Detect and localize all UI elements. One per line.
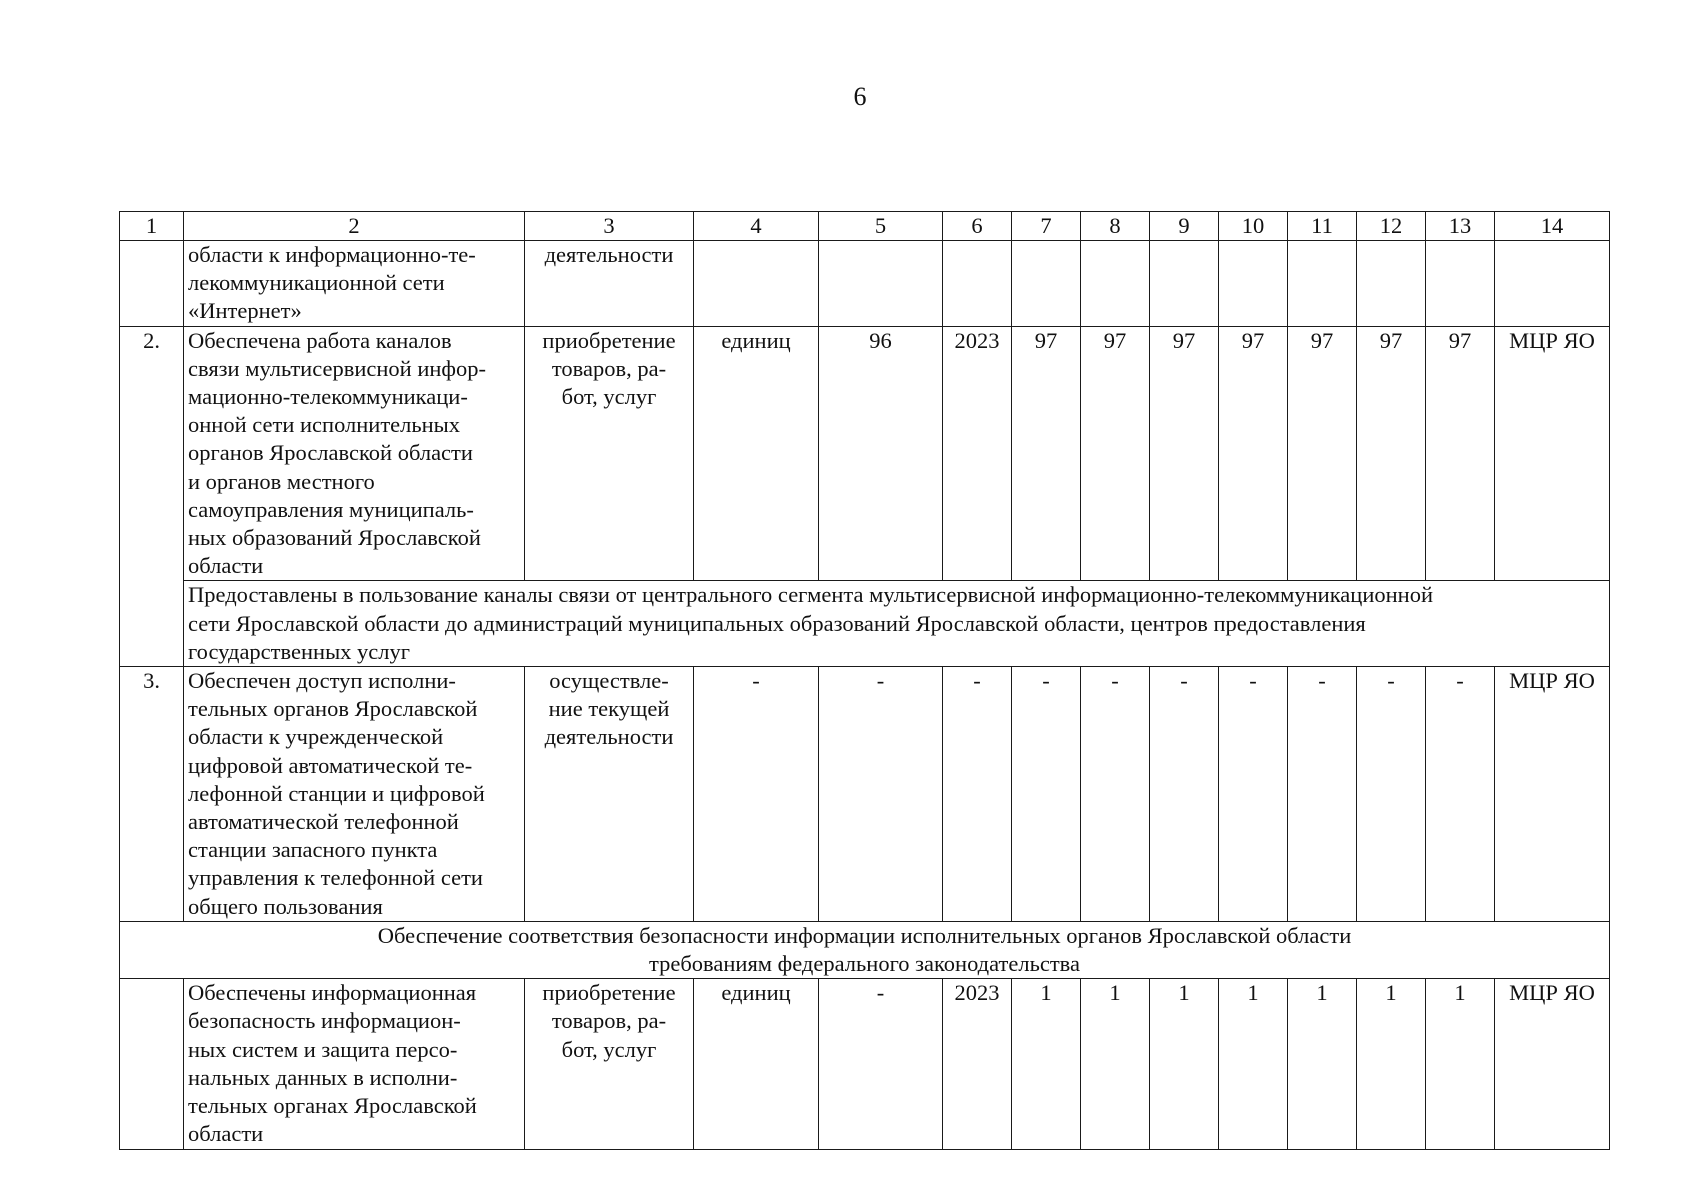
- activity-type: приобретение товаров, ра- бот, услуг: [525, 979, 694, 1149]
- value-cell: [1219, 241, 1288, 327]
- value-cell: 97: [1081, 326, 1150, 581]
- row-number: 2.: [120, 326, 184, 666]
- value-cell: 1: [1426, 979, 1495, 1149]
- column-header: 10: [1219, 212, 1288, 241]
- value-cell: 97: [1012, 326, 1081, 581]
- value-cell: 2023: [943, 979, 1012, 1149]
- column-header: 5: [819, 212, 943, 241]
- value-cell: -: [943, 667, 1012, 922]
- value-cell: 97: [1426, 326, 1495, 581]
- section-title: Обеспечение соответствия безопасности информации исполнительных органов Ярославской области требованиям федерального законодательства: [120, 921, 1610, 978]
- result-description: Обеспечена работа каналов связи мультисервисной инфор- мационно-телекоммуникаци- онной сети исполнительных органов Ярославской области и органов местного самоуправления муниципаль- ных образований Ярославской области: [184, 326, 525, 581]
- unit-cell: -: [694, 667, 819, 922]
- responsible-cell: МЦР ЯО: [1495, 979, 1610, 1149]
- note-row: [120, 581, 1610, 667]
- value-cell: 97: [1219, 326, 1288, 581]
- page-number: 6: [853, 82, 867, 111]
- activity-type: деятельности: [525, 241, 694, 327]
- value-cell: 97: [1150, 326, 1219, 581]
- activity-type: осуществле- ние текущей деятельности: [525, 667, 694, 922]
- column-header: 13: [1426, 212, 1495, 241]
- column-header: 7: [1012, 212, 1081, 241]
- result-description: области к информационно-те- лекоммуникационной сети «Интернет»: [184, 241, 525, 327]
- table-row: [120, 979, 1610, 1149]
- result-description: Обеспечены информационная безопасность информацион- ных систем и защита персо- нальных данных в исполни- тельных органах Ярославской области: [184, 979, 525, 1149]
- value-cell: -: [1288, 667, 1357, 922]
- activity-type: приобретение товаров, ра- бот, услуг: [525, 326, 694, 581]
- column-header: 1: [120, 212, 184, 241]
- column-header: 8: [1081, 212, 1150, 241]
- value-cell: 2023: [943, 326, 1012, 581]
- table-row: [120, 667, 1610, 922]
- value-cell: [1426, 241, 1495, 327]
- value-cell: [1150, 241, 1219, 327]
- column-header: 4: [694, 212, 819, 241]
- value-cell: 1: [1219, 979, 1288, 1149]
- value-cell: -: [1012, 667, 1081, 922]
- unit-cell: единиц: [694, 326, 819, 581]
- indicators-table: [119, 211, 1610, 1150]
- value-cell: -: [1219, 667, 1288, 922]
- value-cell: -: [819, 979, 943, 1149]
- value-cell: -: [1081, 667, 1150, 922]
- value-cell: 1: [1012, 979, 1081, 1149]
- column-header: 9: [1150, 212, 1219, 241]
- value-cell: 1: [1150, 979, 1219, 1149]
- row-number: 3.: [120, 667, 184, 922]
- value-cell: [1081, 241, 1150, 327]
- column-header: 3: [525, 212, 694, 241]
- result-note: Предоставлены в пользование каналы связи от центрального сегмента мультисервисной информационно-телекоммуникационной сети Ярославской области до администраций муниципальных образований Ярославской области, центров предоставления государственных услуг: [184, 581, 1610, 667]
- column-header: 11: [1288, 212, 1357, 241]
- value-cell: 97: [1357, 326, 1426, 581]
- value-cell: -: [1426, 667, 1495, 922]
- row-number: [120, 241, 184, 327]
- value-cell: -: [1150, 667, 1219, 922]
- column-header: 14: [1495, 212, 1610, 241]
- table-row: [120, 241, 1610, 327]
- value-cell: 1: [1081, 979, 1150, 1149]
- unit-cell: единиц: [694, 979, 819, 1149]
- responsible-cell: [1495, 241, 1610, 327]
- responsible-cell: МЦР ЯО: [1495, 326, 1610, 581]
- table-row: [120, 326, 1610, 581]
- value-cell: [943, 241, 1012, 327]
- value-cell: 1: [1288, 979, 1357, 1149]
- responsible-cell: МЦР ЯО: [1495, 667, 1610, 922]
- value-cell: 97: [1288, 326, 1357, 581]
- row-number: [120, 979, 184, 1149]
- value-cell: 1: [1357, 979, 1426, 1149]
- value-cell: [1288, 241, 1357, 327]
- column-number-row: [120, 212, 1610, 241]
- value-cell: [1357, 241, 1426, 327]
- value-cell: [819, 241, 943, 327]
- value-cell: [1012, 241, 1081, 327]
- column-header: 2: [184, 212, 525, 241]
- column-header: 6: [943, 212, 1012, 241]
- value-cell: -: [819, 667, 943, 922]
- section-row: [120, 921, 1610, 978]
- unit-cell: [694, 241, 819, 327]
- result-description: Обеспечен доступ исполни- тельных органов Ярославской области к учрежденческой цифровой автоматической те- лефонной станции и цифровой автоматической телефонной станции запасного пункта управления к телефонной сети общего пользования: [184, 667, 525, 922]
- value-cell: 96: [819, 326, 943, 581]
- value-cell: -: [1357, 667, 1426, 922]
- column-header: 12: [1357, 212, 1426, 241]
